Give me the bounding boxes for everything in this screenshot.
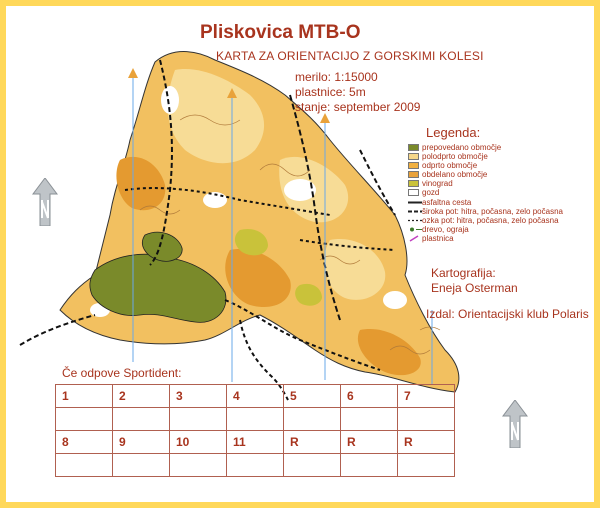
- grid-row: [56, 385, 455, 408]
- punch-box: R: [341, 431, 398, 454]
- contour-line-icon: [408, 235, 422, 242]
- punch-box: R: [284, 431, 341, 454]
- punch-box: 7: [398, 385, 455, 408]
- map-title: Pliskovica MTB-O: [200, 22, 361, 43]
- legend-swatch: [408, 162, 419, 169]
- backup-punch-grid: [55, 384, 455, 477]
- punch-box: 2: [113, 385, 170, 408]
- punch-box: 8: [56, 431, 113, 454]
- punch-box: 6: [341, 385, 398, 408]
- sportident-label: Če odpove Sportident:: [62, 366, 182, 380]
- punch-box: 5: [284, 385, 341, 408]
- north-arrow-icon: [32, 178, 58, 226]
- map-contour-interval: plastnice: 5m: [295, 85, 366, 99]
- map-subtitle: KARTA ZA ORIENTACIJO Z GORSKIMI KOLESI: [216, 49, 484, 63]
- grid-row-spacer: [56, 408, 455, 431]
- grid-row-spacer: [56, 454, 455, 477]
- grid-row: [56, 431, 455, 454]
- legend-swatch: [408, 189, 419, 196]
- map-state-date: stanje: september 2009: [295, 100, 421, 114]
- orienteering-map-page: Pliskovica MTB-O KARTA ZA ORIENTACIJO Z GORSKIMI KOLESI merilo: 1:15000 plastnice: 5m stanje: september 2009 Legenda: prepovedano območje polodprto območje odprto območje obdelano območje vinograd gozd asfaltna cesta široka pot: hitra, počasna, zelo počasna ozka pot: hitra, počasna, zelo počasna drevo, ograja plastnica Kartografija: Eneja Osterman Izdal: Orientacijski klub Polaris Če odpove Sportident: 1 2 3 4 5 6 7 8 9 10 11 R R R: [0, 0, 600, 508]
- punch-box: 11: [227, 431, 284, 454]
- forest-patch: [383, 291, 407, 309]
- map-scale: merilo: 1:15000: [295, 70, 378, 84]
- forest-patch: [284, 179, 316, 201]
- publisher: Izdal: Orientacijski klub Polaris: [426, 307, 589, 321]
- legend-title: Legenda:: [426, 125, 481, 140]
- legend-swatch: [408, 153, 419, 160]
- legend-swatch: [408, 171, 419, 178]
- road-line-icon: [408, 199, 422, 206]
- cartographer-name: Eneja Osterman: [431, 281, 518, 295]
- narrow-path-icon: [408, 217, 422, 224]
- north-arrow-icon: [502, 400, 528, 448]
- punch-box: 10: [170, 431, 227, 454]
- wide-path-icon: [408, 208, 422, 215]
- punch-box: R: [398, 431, 455, 454]
- tree-fence-icon: [408, 226, 422, 233]
- legend-swatch: [408, 144, 419, 151]
- punch-box: 9: [113, 431, 170, 454]
- legend-swatch: [408, 180, 419, 187]
- punch-box: 4: [227, 385, 284, 408]
- punch-box: 1: [56, 385, 113, 408]
- punch-box: 3: [170, 385, 227, 408]
- cartography-label: Kartografija:: [431, 266, 496, 280]
